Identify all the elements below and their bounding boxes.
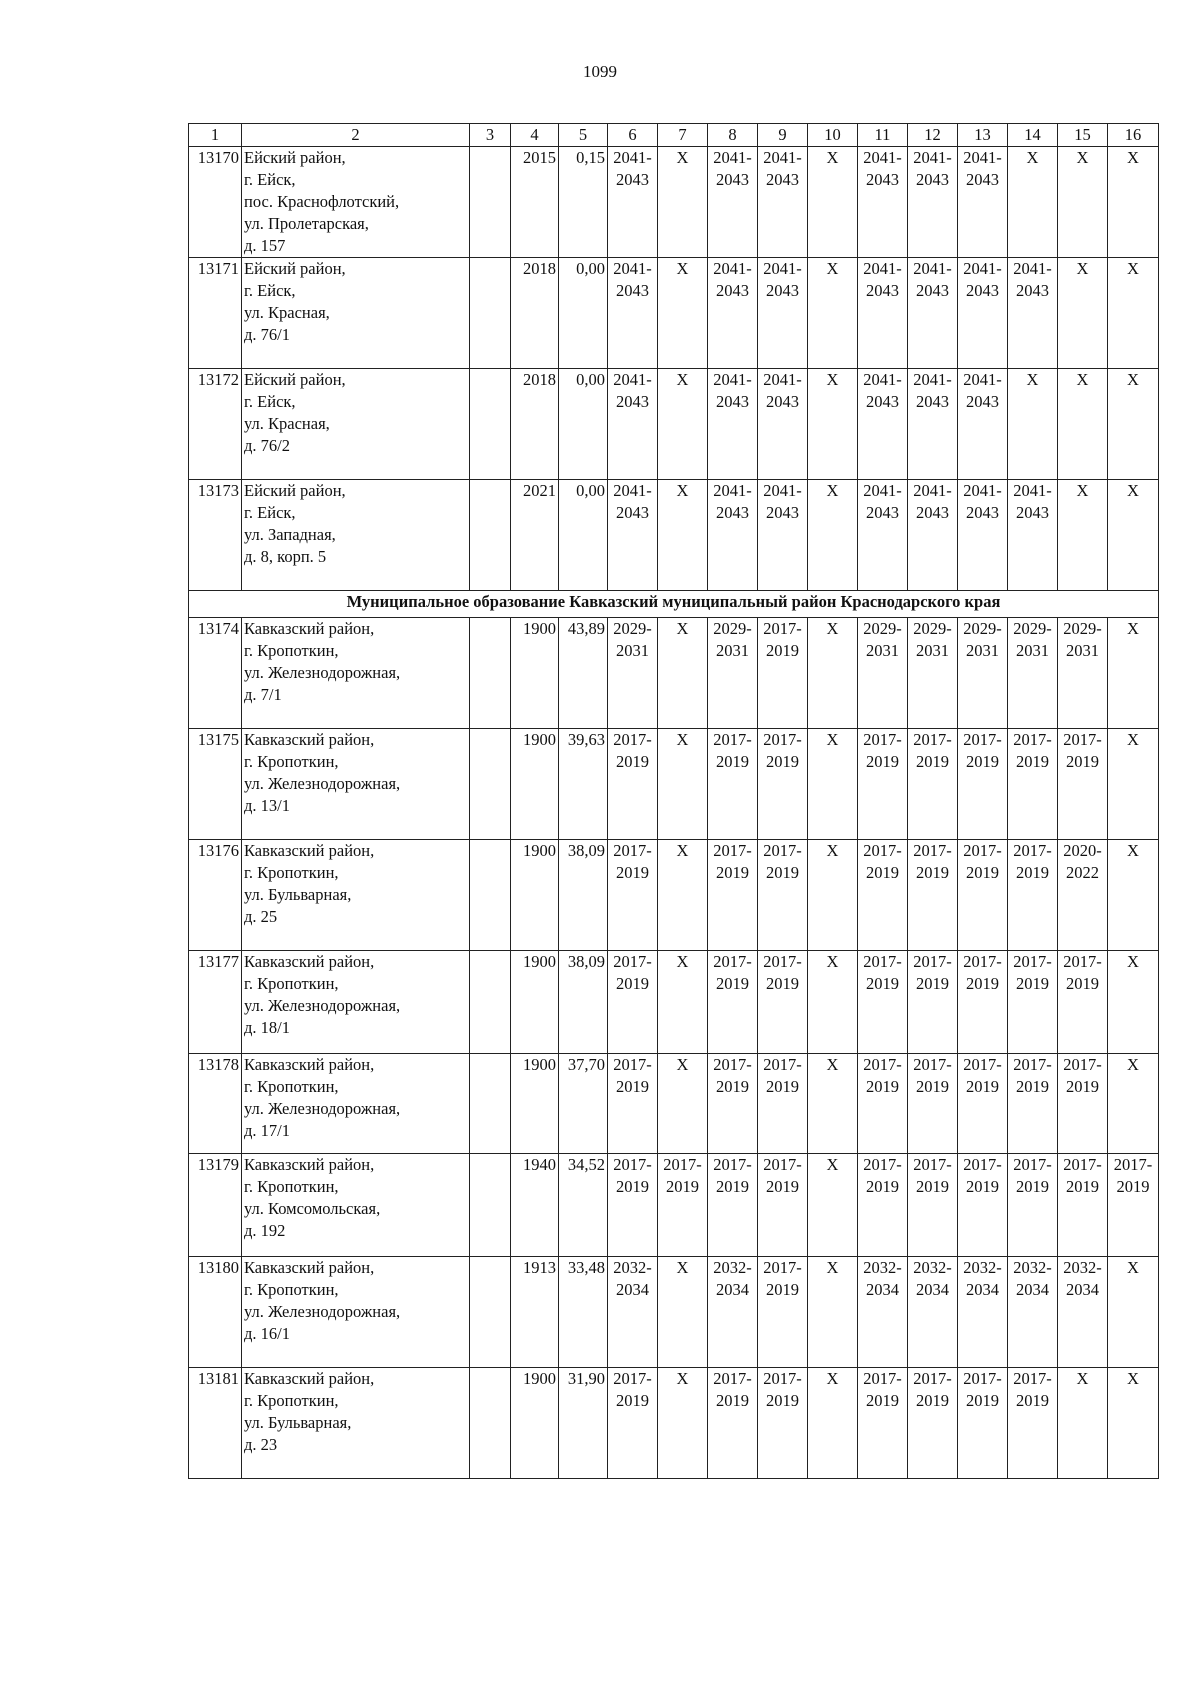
cell-col-4: 1900 bbox=[511, 840, 559, 951]
column-number-header-row bbox=[189, 124, 1159, 147]
cell-col-16: X bbox=[1108, 480, 1159, 591]
cell-col-5: 38,09 bbox=[559, 951, 608, 1054]
cell-col-13: 2017- 2019 bbox=[958, 1054, 1008, 1154]
address-line: Кавказский район, bbox=[244, 619, 375, 638]
cell-col-16: X bbox=[1108, 1257, 1159, 1368]
cell-col-12: 2017- 2019 bbox=[908, 729, 958, 840]
column-number-header: 13 bbox=[958, 124, 1008, 147]
address-line: г. Кропоткин, bbox=[244, 1177, 339, 1196]
cell-col-3 bbox=[470, 147, 511, 258]
address-line: Ейский район, bbox=[244, 259, 346, 278]
cell-col-5: 0,15 bbox=[559, 147, 608, 258]
cell-col-10: X bbox=[808, 1154, 858, 1257]
cell-col-5: 43,89 bbox=[559, 618, 608, 729]
address-line bbox=[244, 817, 467, 839]
address-line: ул. Железнодорожная, bbox=[244, 774, 401, 793]
cell-col-9: 2017- 2019 bbox=[758, 1154, 808, 1257]
cell-col-11: 2017- 2019 bbox=[858, 1054, 908, 1154]
column-number-header: 12 bbox=[908, 124, 958, 147]
section-title: Муниципальное образование Кавказский муниципальный район Краснодарского края bbox=[189, 591, 1159, 618]
cell-col-14: 2017- 2019 bbox=[1008, 951, 1058, 1054]
table-row bbox=[189, 258, 1159, 369]
record-number: 13173 bbox=[189, 480, 242, 591]
cell-col-11: 2029- 2031 bbox=[858, 618, 908, 729]
address-line bbox=[244, 457, 467, 479]
record-number: 13178 bbox=[189, 1054, 242, 1154]
cell-col-3 bbox=[470, 1368, 511, 1479]
cell-col-5: 39,63 bbox=[559, 729, 608, 840]
address-line: ул. Западная, bbox=[244, 525, 336, 544]
cell-col-15: X bbox=[1058, 147, 1108, 258]
cell-col-5: 31,90 bbox=[559, 1368, 608, 1479]
cell-col-7: X bbox=[658, 951, 708, 1054]
cell-col-6: 2029- 2031 bbox=[608, 618, 658, 729]
cell-col-8: 2017- 2019 bbox=[708, 1368, 758, 1479]
cell-col-7: X bbox=[658, 618, 708, 729]
address-line: г. Кропоткин, bbox=[244, 1077, 339, 1096]
cell-col-10: X bbox=[808, 840, 858, 951]
cell-col-6: 2017- 2019 bbox=[608, 1054, 658, 1154]
cell-col-9: 2041- 2043 bbox=[758, 147, 808, 258]
address-line: д. 157 bbox=[244, 236, 286, 255]
cell-col-14: 2041- 2043 bbox=[1008, 480, 1058, 591]
address-line: д. 23 bbox=[244, 1435, 278, 1454]
cell-col-6: 2017- 2019 bbox=[608, 840, 658, 951]
cell-col-16: X bbox=[1108, 840, 1159, 951]
cell-col-8: 2017- 2019 bbox=[708, 1154, 758, 1257]
cell-col-4: 1900 bbox=[511, 1368, 559, 1479]
cell-col-9: 2041- 2043 bbox=[758, 258, 808, 369]
cell-col-4: 1900 bbox=[511, 729, 559, 840]
cell-col-6: 2017- 2019 bbox=[608, 951, 658, 1054]
cell-col-15: X bbox=[1058, 480, 1108, 591]
cell-col-11: 2032- 2034 bbox=[858, 1257, 908, 1368]
record-number: 13170 bbox=[189, 147, 242, 258]
address-cell bbox=[242, 840, 470, 951]
address-line: Кавказский район, bbox=[244, 1055, 375, 1074]
column-number-header: 14 bbox=[1008, 124, 1058, 147]
cell-col-13: 2041- 2043 bbox=[958, 480, 1008, 591]
record-number: 13179 bbox=[189, 1154, 242, 1257]
cell-col-7: X bbox=[658, 147, 708, 258]
cell-col-3 bbox=[470, 729, 511, 840]
cell-col-7: X bbox=[658, 840, 708, 951]
column-number-header: 6 bbox=[608, 124, 658, 147]
cell-col-13: 2017- 2019 bbox=[958, 1154, 1008, 1257]
address-line: ул. Железнодорожная, bbox=[244, 1302, 401, 1321]
address-line: ул. Железнодорожная, bbox=[244, 1099, 401, 1118]
cell-col-10: X bbox=[808, 258, 858, 369]
address-line: ул. Железнодорожная, bbox=[244, 996, 401, 1015]
cell-col-4: 2015 bbox=[511, 147, 559, 258]
cell-col-11: 2017- 2019 bbox=[858, 1154, 908, 1257]
cell-col-11: 2041- 2043 bbox=[858, 480, 908, 591]
address-line: г. Кропоткин, bbox=[244, 752, 339, 771]
address-line: г. Ейск, bbox=[244, 170, 296, 189]
table-row bbox=[189, 1154, 1159, 1257]
cell-col-7: 2017- 2019 bbox=[658, 1154, 708, 1257]
cell-col-14: 2029- 2031 bbox=[1008, 618, 1058, 729]
address-cell bbox=[242, 618, 470, 729]
cell-col-5: 0,00 bbox=[559, 258, 608, 369]
address-line bbox=[244, 706, 467, 728]
cell-col-15: 2029- 2031 bbox=[1058, 618, 1108, 729]
cell-col-3 bbox=[470, 840, 511, 951]
cell-col-11: 2041- 2043 bbox=[858, 147, 908, 258]
column-number-header: 2 bbox=[242, 124, 470, 147]
cell-col-11: 2041- 2043 bbox=[858, 258, 908, 369]
cell-col-15: 2017- 2019 bbox=[1058, 1054, 1108, 1154]
cell-col-5: 34,52 bbox=[559, 1154, 608, 1257]
column-number-header: 1 bbox=[189, 124, 242, 147]
cell-col-14: X bbox=[1008, 369, 1058, 480]
cell-col-10: X bbox=[808, 729, 858, 840]
address-line: г. Кропоткин, bbox=[244, 641, 339, 660]
table-row bbox=[189, 618, 1159, 729]
address-line: Кавказский район, bbox=[244, 1155, 375, 1174]
cell-col-16: X bbox=[1108, 147, 1159, 258]
cell-col-4: 1940 bbox=[511, 1154, 559, 1257]
address-line: ул. Пролетарская, bbox=[244, 214, 369, 233]
address-line: Кавказский район, bbox=[244, 952, 375, 971]
cell-col-12: 2041- 2043 bbox=[908, 147, 958, 258]
address-line bbox=[244, 346, 467, 368]
table-row bbox=[189, 480, 1159, 591]
cell-col-12: 2017- 2019 bbox=[908, 1054, 958, 1154]
cell-col-6: 2017- 2019 bbox=[608, 1154, 658, 1257]
address-cell bbox=[242, 1054, 470, 1154]
cell-col-10: X bbox=[808, 1054, 858, 1154]
address-line: Кавказский район, bbox=[244, 1258, 375, 1277]
table-row bbox=[189, 840, 1159, 951]
column-number-header: 16 bbox=[1108, 124, 1159, 147]
address-line: г. Кропоткин, bbox=[244, 863, 339, 882]
cell-col-13: 2017- 2019 bbox=[958, 840, 1008, 951]
column-number-header: 11 bbox=[858, 124, 908, 147]
address-line: д. 76/2 bbox=[244, 436, 290, 455]
cell-col-13: 2017- 2019 bbox=[958, 1368, 1008, 1479]
cell-col-10: X bbox=[808, 618, 858, 729]
cell-col-9: 2041- 2043 bbox=[758, 480, 808, 591]
cell-col-13: 2032- 2034 bbox=[958, 1257, 1008, 1368]
table-row bbox=[189, 951, 1159, 1054]
cell-col-12: 2032- 2034 bbox=[908, 1257, 958, 1368]
address-line: г. Кропоткин, bbox=[244, 974, 339, 993]
address-line: Ейский район, bbox=[244, 148, 346, 167]
record-number: 13176 bbox=[189, 840, 242, 951]
address-line: д. 25 bbox=[244, 907, 278, 926]
cell-col-6: 2041- 2043 bbox=[608, 480, 658, 591]
cell-col-5: 0,00 bbox=[559, 369, 608, 480]
address-line: д. 16/1 bbox=[244, 1324, 290, 1343]
address-cell bbox=[242, 1257, 470, 1368]
column-number-header: 9 bbox=[758, 124, 808, 147]
cell-col-9: 2017- 2019 bbox=[758, 618, 808, 729]
record-number: 13180 bbox=[189, 1257, 242, 1368]
record-number: 13175 bbox=[189, 729, 242, 840]
address-cell bbox=[242, 147, 470, 258]
address-line: д. 18/1 bbox=[244, 1018, 290, 1037]
cell-col-13: 2029- 2031 bbox=[958, 618, 1008, 729]
cell-col-7: X bbox=[658, 729, 708, 840]
cell-col-9: 2041- 2043 bbox=[758, 369, 808, 480]
cell-col-15: 2017- 2019 bbox=[1058, 729, 1108, 840]
address-line: пос. Краснофлотский, bbox=[244, 192, 400, 211]
cell-col-10: X bbox=[808, 1368, 858, 1479]
cell-col-15: 2017- 2019 bbox=[1058, 1154, 1108, 1257]
cell-col-11: 2041- 2043 bbox=[858, 369, 908, 480]
cell-col-5: 38,09 bbox=[559, 840, 608, 951]
record-number: 13174 bbox=[189, 618, 242, 729]
cell-col-8: 2017- 2019 bbox=[708, 729, 758, 840]
cell-col-8: 2041- 2043 bbox=[708, 147, 758, 258]
cell-col-9: 2017- 2019 bbox=[758, 1368, 808, 1479]
cell-col-9: 2017- 2019 bbox=[758, 840, 808, 951]
cell-col-8: 2029- 2031 bbox=[708, 618, 758, 729]
address-line: Ейский район, bbox=[244, 370, 346, 389]
table-row bbox=[189, 1368, 1159, 1479]
table-row bbox=[189, 1257, 1159, 1368]
address-line bbox=[244, 1345, 467, 1367]
cell-col-10: X bbox=[808, 147, 858, 258]
cell-col-13: 2017- 2019 bbox=[958, 951, 1008, 1054]
cell-col-16: X bbox=[1108, 951, 1159, 1054]
cell-col-15: X bbox=[1058, 369, 1108, 480]
address-line: Ейский район, bbox=[244, 481, 346, 500]
record-number: 13177 bbox=[189, 951, 242, 1054]
cell-col-9: 2017- 2019 bbox=[758, 1054, 808, 1154]
cell-col-3 bbox=[470, 369, 511, 480]
cell-col-6: 2041- 2043 bbox=[608, 147, 658, 258]
cell-col-12: 2029- 2031 bbox=[908, 618, 958, 729]
cell-col-14: 2032- 2034 bbox=[1008, 1257, 1058, 1368]
cell-col-7: X bbox=[658, 1368, 708, 1479]
cell-col-5: 0,00 bbox=[559, 480, 608, 591]
cell-col-15: X bbox=[1058, 258, 1108, 369]
address-cell bbox=[242, 258, 470, 369]
register-table bbox=[188, 123, 1159, 1479]
cell-col-14: 2017- 2019 bbox=[1008, 729, 1058, 840]
table-row bbox=[189, 729, 1159, 840]
page-number: 1099 bbox=[583, 62, 617, 81]
cell-col-13: 2041- 2043 bbox=[958, 258, 1008, 369]
cell-col-10: X bbox=[808, 1257, 858, 1368]
cell-col-11: 2017- 2019 bbox=[858, 840, 908, 951]
cell-col-5: 37,70 bbox=[559, 1054, 608, 1154]
cell-col-12: 2017- 2019 bbox=[908, 1154, 958, 1257]
cell-col-6: 2017- 2019 bbox=[608, 729, 658, 840]
address-line: д. 13/1 bbox=[244, 796, 290, 815]
address-line: г. Ейск, bbox=[244, 503, 296, 522]
cell-col-14: 2017- 2019 bbox=[1008, 1154, 1058, 1257]
address-line: г. Ейск, bbox=[244, 392, 296, 411]
column-number-header: 4 bbox=[511, 124, 559, 147]
address-line: ул. Красная, bbox=[244, 414, 330, 433]
column-number-header: 7 bbox=[658, 124, 708, 147]
cell-col-6: 2041- 2043 bbox=[608, 258, 658, 369]
column-number-header: 5 bbox=[559, 124, 608, 147]
cell-col-14: X bbox=[1008, 147, 1058, 258]
address-line bbox=[244, 928, 467, 950]
cell-col-3 bbox=[470, 1154, 511, 1257]
cell-col-8: 2032- 2034 bbox=[708, 1257, 758, 1368]
section-header-row bbox=[189, 591, 1159, 618]
address-line: г. Ейск, bbox=[244, 281, 296, 300]
column-number-header: 10 bbox=[808, 124, 858, 147]
record-number: 13171 bbox=[189, 258, 242, 369]
address-line: ул. Бульварная, bbox=[244, 1413, 352, 1432]
cell-col-3 bbox=[470, 480, 511, 591]
cell-col-8: 2041- 2043 bbox=[708, 480, 758, 591]
cell-col-9: 2017- 2019 bbox=[758, 729, 808, 840]
cell-col-12: 2041- 2043 bbox=[908, 258, 958, 369]
cell-col-3 bbox=[470, 618, 511, 729]
cell-col-11: 2017- 2019 bbox=[858, 1368, 908, 1479]
cell-col-16: X bbox=[1108, 1054, 1159, 1154]
cell-col-3 bbox=[470, 1257, 511, 1368]
cell-col-3 bbox=[470, 258, 511, 369]
cell-col-6: 2041- 2043 bbox=[608, 369, 658, 480]
cell-col-3 bbox=[470, 951, 511, 1054]
column-number-header: 3 bbox=[470, 124, 511, 147]
cell-col-13: 2041- 2043 bbox=[958, 147, 1008, 258]
cell-col-7: X bbox=[658, 480, 708, 591]
address-cell bbox=[242, 1154, 470, 1257]
cell-col-8: 2041- 2043 bbox=[708, 258, 758, 369]
address-line: ул. Железнодорожная, bbox=[244, 663, 401, 682]
cell-col-16: X bbox=[1108, 258, 1159, 369]
cell-col-14: 2017- 2019 bbox=[1008, 840, 1058, 951]
column-number-header: 15 bbox=[1058, 124, 1108, 147]
cell-col-15: 2032- 2034 bbox=[1058, 1257, 1108, 1368]
address-line: д. 7/1 bbox=[244, 685, 282, 704]
address-line: д. 76/1 bbox=[244, 325, 290, 344]
table-row bbox=[189, 147, 1159, 258]
address-line: ул. Бульварная, bbox=[244, 885, 352, 904]
cell-col-4: 1900 bbox=[511, 618, 559, 729]
cell-col-6: 2032- 2034 bbox=[608, 1257, 658, 1368]
cell-col-14: 2017- 2019 bbox=[1008, 1368, 1058, 1479]
cell-col-4: 2018 bbox=[511, 258, 559, 369]
cell-col-8: 2017- 2019 bbox=[708, 840, 758, 951]
address-line: д. 192 bbox=[244, 1221, 286, 1240]
address-line: ул. Красная, bbox=[244, 303, 330, 322]
cell-col-9: 2017- 2019 bbox=[758, 1257, 808, 1368]
address-line: Кавказский район, bbox=[244, 730, 375, 749]
address-line: д. 8, корп. 5 bbox=[244, 547, 327, 566]
table-row bbox=[189, 369, 1159, 480]
cell-col-12: 2041- 2043 bbox=[908, 369, 958, 480]
cell-col-16: X bbox=[1108, 618, 1159, 729]
cell-col-12: 2041- 2043 bbox=[908, 480, 958, 591]
cell-col-8: 2017- 2019 bbox=[708, 1054, 758, 1154]
table-body bbox=[189, 147, 1159, 1479]
cell-col-16: X bbox=[1108, 1368, 1159, 1479]
cell-col-14: 2017- 2019 bbox=[1008, 1054, 1058, 1154]
cell-col-4: 1900 bbox=[511, 951, 559, 1054]
cell-col-16: X bbox=[1108, 729, 1159, 840]
address-line: Кавказский район, bbox=[244, 841, 375, 860]
cell-col-7: X bbox=[658, 258, 708, 369]
cell-col-7: X bbox=[658, 1054, 708, 1154]
cell-col-9: 2017- 2019 bbox=[758, 951, 808, 1054]
cell-col-10: X bbox=[808, 369, 858, 480]
cell-col-13: 2041- 2043 bbox=[958, 369, 1008, 480]
cell-col-7: X bbox=[658, 1257, 708, 1368]
record-number: 13172 bbox=[189, 369, 242, 480]
address-line bbox=[244, 568, 467, 590]
cell-col-3 bbox=[470, 1054, 511, 1154]
address-line bbox=[244, 1456, 467, 1478]
cell-col-4: 2021 bbox=[511, 480, 559, 591]
cell-col-12: 2017- 2019 bbox=[908, 840, 958, 951]
cell-col-11: 2017- 2019 bbox=[858, 729, 908, 840]
cell-col-10: X bbox=[808, 480, 858, 591]
cell-col-8: 2017- 2019 bbox=[708, 951, 758, 1054]
address-cell bbox=[242, 369, 470, 480]
cell-col-12: 2017- 2019 bbox=[908, 951, 958, 1054]
cell-col-7: X bbox=[658, 369, 708, 480]
table-row bbox=[189, 1054, 1159, 1154]
cell-col-10: X bbox=[808, 951, 858, 1054]
cell-col-4: 2018 bbox=[511, 369, 559, 480]
address-cell bbox=[242, 1368, 470, 1479]
address-line: г. Кропоткин, bbox=[244, 1280, 339, 1299]
cell-col-14: 2041- 2043 bbox=[1008, 258, 1058, 369]
record-number: 13181 bbox=[189, 1368, 242, 1479]
cell-col-12: 2017- 2019 bbox=[908, 1368, 958, 1479]
cell-col-15: 2020- 2022 bbox=[1058, 840, 1108, 951]
address-line: г. Кропоткин, bbox=[244, 1391, 339, 1410]
cell-col-8: 2041- 2043 bbox=[708, 369, 758, 480]
cell-col-6: 2017- 2019 bbox=[608, 1368, 658, 1479]
address-line: Кавказский район, bbox=[244, 1369, 375, 1388]
cell-col-4: 1913 bbox=[511, 1257, 559, 1368]
cell-col-11: 2017- 2019 bbox=[858, 951, 908, 1054]
address-cell bbox=[242, 480, 470, 591]
cell-col-15: X bbox=[1058, 1368, 1108, 1479]
address-line: д. 17/1 bbox=[244, 1121, 290, 1140]
address-line: ул. Комсомольская, bbox=[244, 1199, 381, 1218]
address-cell bbox=[242, 729, 470, 840]
cell-col-16: 2017- 2019 bbox=[1108, 1154, 1159, 1257]
cell-col-13: 2017- 2019 bbox=[958, 729, 1008, 840]
cell-col-15: 2017- 2019 bbox=[1058, 951, 1108, 1054]
column-number-header: 8 bbox=[708, 124, 758, 147]
cell-col-16: X bbox=[1108, 369, 1159, 480]
address-cell bbox=[242, 951, 470, 1054]
cell-col-4: 1900 bbox=[511, 1054, 559, 1154]
cell-col-5: 33,48 bbox=[559, 1257, 608, 1368]
